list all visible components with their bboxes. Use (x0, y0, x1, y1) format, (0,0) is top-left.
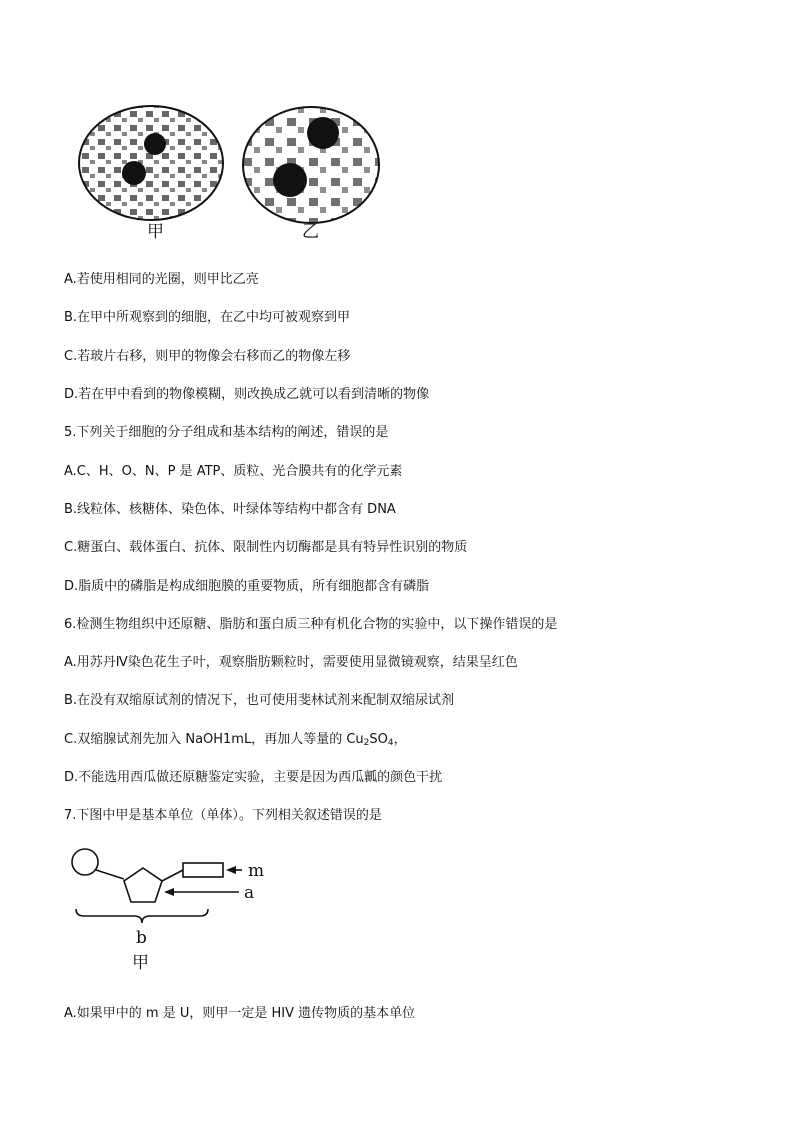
microscope-fields-drawing (64, 95, 410, 245)
q7-stem: 7.下图中甲是基本单位（单体）。下列相关叙述错误的是 (64, 808, 382, 823)
q4-option-b: B.在甲中所观察到的细胞，在乙中均可被观察到甲 (64, 310, 351, 325)
q6-option-c (64, 731, 407, 752)
nucleotide-figure (64, 843, 294, 978)
q6-option-b: B.在没有双缩原试剂的情况下，也可使用斐林试剂来配制双缩尿试剂 (64, 693, 455, 708)
microscope-figure (64, 95, 410, 245)
q6-option-c-suffix: ， (393, 732, 407, 747)
q6-option-c-mid: SO (369, 732, 388, 747)
q6-option-c-sub2: 4 (387, 738, 394, 748)
label-a: a (244, 883, 255, 903)
label-jia: 甲 (132, 953, 149, 973)
nucleotide-drawing (64, 843, 294, 978)
q5-option-b: B.线粒体、核糖体、染色体、叶绿体等结构中都含有 DNA (64, 502, 396, 517)
q6-option-a: A.用苏丹Ⅳ染色花生子叶，观察脂肪颗粒时，需要使用显微镜观察，结果呈红色 (64, 655, 518, 670)
q7-option-a: A.如果甲中的 m 是 U，则甲一定是 HIV 遗传物质的基本单位 (64, 1006, 416, 1021)
brace-b (76, 909, 208, 923)
label-b: b (136, 928, 147, 948)
q5-option-c: C.糖蛋白、载体蛋白、抗体、限制性内切酶都是具有特异性识别的物质 (64, 540, 468, 555)
label-m: m (248, 861, 265, 881)
q4-option-a: A.若使用相同的光圈，则甲比乙亮 (64, 272, 259, 287)
field-yi (243, 107, 379, 223)
q5-option-d: D.脂质中的磷脂是构成细胞膜的重要物质，所有细胞都含有磷脂 (64, 579, 430, 594)
phosphate-circle (72, 849, 98, 875)
q5-stem: 5.下列关于细胞的分子组成和基本结构的阐述，错误的是 (64, 425, 389, 440)
q6-option-c-sub1: 2 (363, 738, 370, 748)
q4-option-d: D.若在甲中看到的物像模糊，则改换成乙就可以看到清晰的物像 (64, 387, 430, 402)
field-jia (79, 106, 223, 220)
q5-option-a: A.C、H、O、N、P 是 ATP、质粒、光合膜共有的化学元素 (64, 464, 403, 479)
q4-option-c: C.若玻片右移，则甲的物像会右移而乙的物像左移 (64, 349, 351, 364)
q6-option-d: D.不能选用西瓜做还原糖鉴定实验，主要是因为西瓜瓤的颜色干扰 (64, 770, 443, 785)
q6-stem: 6.检测生物组织中还原糖、脂肪和蛋白质三种有机化合物的实验中，以下操作错误的是 (64, 617, 558, 632)
base-rectangle (183, 863, 223, 877)
figure-label-yi: 乙 (302, 222, 319, 242)
q6-option-c-prefix: C.双缩腺试剂先加入 NaOH1mL，再加人等量的 Cu (64, 732, 364, 747)
pentose-pentagon (124, 868, 162, 902)
figure-label-jia: 甲 (147, 222, 164, 242)
